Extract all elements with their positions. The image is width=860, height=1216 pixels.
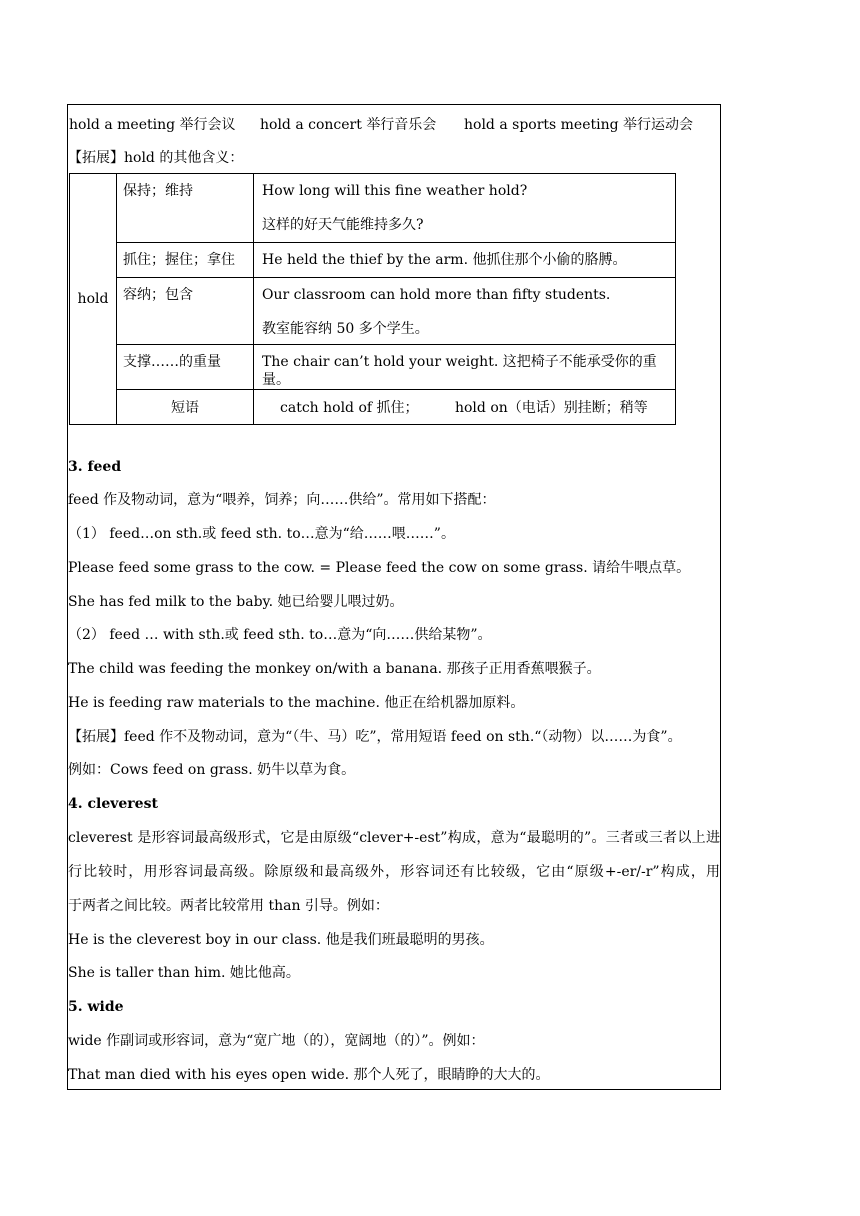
meaning-cell <box>117 278 254 345</box>
feed-example: Please feed some grass to the cow. = Please feed the cow on some grass. 请给牛喂点草。 <box>68 560 691 576</box>
hold-meanings-table <box>69 173 676 425</box>
hold-extension-title: 【拓展】hold 的其他含义： <box>68 150 244 166</box>
meaning-cell <box>117 243 254 278</box>
feed-intro: feed 作及物动词，意为“喂养，饲养；向……供给”。常用如下搭配： <box>68 492 496 508</box>
table-row <box>70 278 676 345</box>
example-text: The chair can’t hold your weight. 这把椅子不能承受你的重量。 <box>262 354 657 388</box>
wide-example: That man died with his eyes open wide. 那个人死了，眼睛睁的大大的。 <box>68 1067 550 1083</box>
feed-extension: 【拓展】feed 作不及物动词，意为“（牛、马）吃”，常用短语 feed on sth.“（动物）以……为食”。 <box>68 729 682 745</box>
feed-usage-2: （2） feed … with sth.或 feed sth. to…意为“向……供给某物”。 <box>68 627 492 643</box>
wide-heading: 5. wide <box>68 999 124 1015</box>
cleverest-text-1: cleverest 是形容词最高级形式，它是由原级“clever+-est”构成，意为“最聪明的”。三者或三者以上进 <box>68 830 720 846</box>
hold-meeting-b: hold a concert 举行音乐会 <box>260 117 437 133</box>
feed-example: The child was feeding the monkey on/with a banana. 那孩子正用香蕉喂猴子。 <box>68 661 601 677</box>
phrase-a: catch hold of 抓住； <box>280 400 419 416</box>
meaning-cell <box>117 345 254 390</box>
cleverest-text-2: 行比较时，用形容词最高级。除原级和最高级外，形容词还有比较级，它由“原级+-er/-r”构成，用 <box>68 864 720 880</box>
feed-usage-1: （1） feed…on sth.或 feed sth. to…意为“给……喂……”。 <box>68 526 455 542</box>
phrase-b: hold on（电话）别挂断；稍等 <box>454 400 648 416</box>
example-cell <box>254 243 676 278</box>
example-translation: 这样的好天气能维持多久? <box>262 217 424 233</box>
phrase-cell <box>254 390 676 425</box>
example-text: He held the thief by the arm. 他抓住那个小偷的胳膊。 <box>262 252 627 268</box>
cleverest-example: He is the cleverest boy in our class. 他是我们班最聪明的男孩。 <box>68 932 494 948</box>
meaning-text: 支撑……的重量 <box>123 354 221 370</box>
wide-intro: wide 作副词或形容词，意为“宽广地（的），宽阔地（的）”。例如： <box>68 1033 485 1049</box>
cleverest-text-3: 于两者之间比较。两者比较常用 than 引导。例如： <box>68 898 389 914</box>
meaning-text: 容纳；包含 <box>123 287 193 303</box>
content-frame <box>67 104 721 1090</box>
meaning-text: 抓住；握住；拿住 <box>123 252 235 268</box>
hold-meeting-a: hold a meeting 举行会议 <box>69 117 236 133</box>
table-row <box>70 390 676 425</box>
meaning-cell <box>117 174 254 243</box>
feed-example: She has fed milk to the baby. 她已给婴儿喂过奶。 <box>68 594 404 610</box>
example-cell <box>254 174 676 243</box>
example-cell <box>254 345 676 390</box>
example-text: Our classroom can hold more than fifty students. <box>262 287 611 303</box>
feed-heading: 3. feed <box>68 459 122 475</box>
phrase-label-cell: 短语 <box>117 390 254 425</box>
cleverest-example: She is taller than him. 她比他高。 <box>68 965 300 981</box>
feed-example: He is feeding raw materials to the machine. 他正在给机器加原料。 <box>68 695 525 711</box>
table-row <box>70 174 676 243</box>
example-cell <box>254 278 676 345</box>
example-translation: 教室能容纳 50 多个学生。 <box>262 321 429 337</box>
cleverest-heading: 4. cleverest <box>68 796 158 812</box>
table-row <box>70 345 676 390</box>
feed-extension-example: 例如：Cows feed on grass. 奶牛以草为食。 <box>68 762 356 778</box>
headword-cell: hold <box>70 174 117 425</box>
example-text: How long will this fine weather hold? <box>262 183 528 199</box>
hold-meeting-c: hold a sports meeting 举行运动会 <box>464 117 694 133</box>
table-row <box>70 243 676 278</box>
meaning-text: 保持；维持 <box>123 183 193 199</box>
